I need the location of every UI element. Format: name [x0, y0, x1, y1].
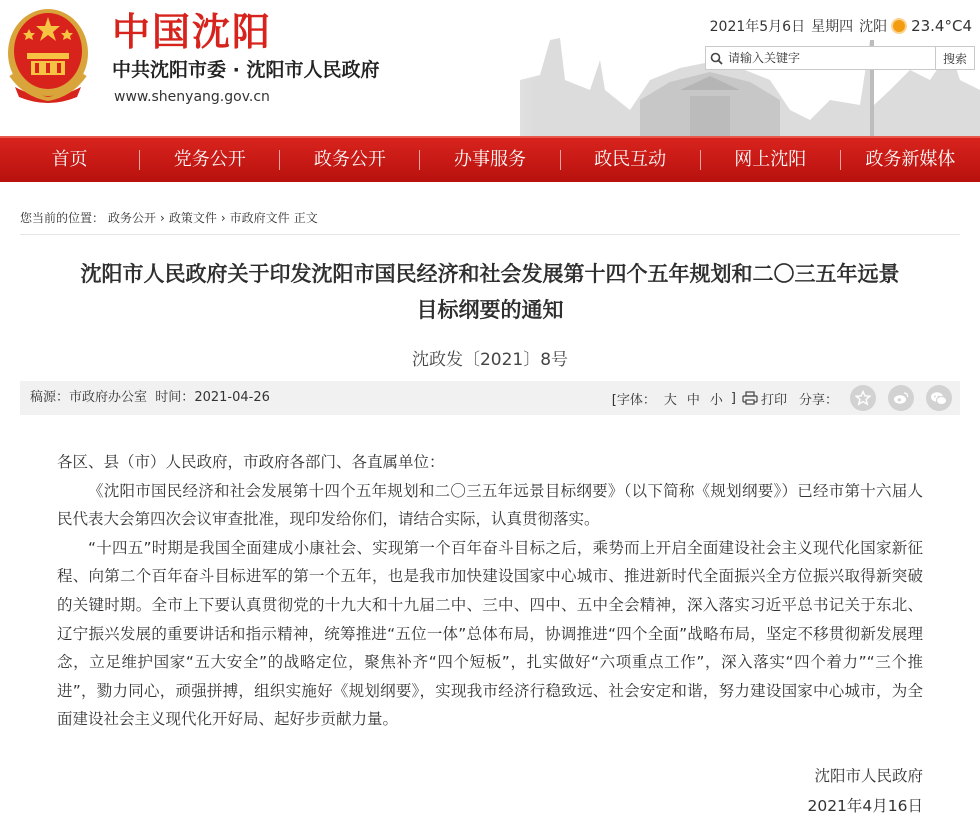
font-size-close-bracket: ] [730, 390, 736, 406]
current-date: 2021年5月6日 [709, 19, 806, 35]
print-label: 打印 [760, 392, 787, 408]
search-box [705, 46, 975, 70]
article-body [57, 448, 923, 734]
nav-item-online-shenyang[interactable]: 网上沈阳 [734, 149, 807, 170]
breadcrumb-city-gov-docs[interactable]: 市政府文件 [229, 211, 290, 225]
share-label: 分享： [798, 392, 838, 408]
salutation: 各区、县（市）人民政府，市政府各部门、各直属单位： [57, 453, 445, 471]
nav-item-home[interactable]: 首页 [51, 149, 88, 170]
current-weekday: 星期四 [811, 19, 854, 35]
article-info-bar [20, 381, 960, 415]
article-title [15, 256, 965, 328]
star-icon [855, 390, 871, 406]
breadcrumb-separator: › [220, 211, 226, 225]
breadcrumb-separator: › [160, 211, 165, 225]
source-label: 稿源： [30, 390, 70, 405]
article-meta [30, 381, 270, 415]
search-icon [706, 47, 726, 69]
share-weibo-button[interactable] [888, 385, 914, 411]
breadcrumb-current: 正文 [293, 211, 318, 225]
sun-icon [893, 20, 905, 32]
breadcrumb-policy-docs[interactable]: 政策文件 [168, 211, 217, 225]
sign-date: 2021年4月16日 [807, 797, 923, 815]
article-paragraph: 《沈阳市国民经济和社会发展第十四个五年规划和二〇三五年远景目标纲要》（以下简称《规划纲要》）已经市第十六届人民代表大会第四次会议审查批准，现印发给你们，请结合实际，认真贯彻落实。 [57, 481, 923, 529]
wechat-icon [930, 391, 948, 406]
breadcrumb-prefix: 您当前的位置： [20, 211, 105, 225]
site-url: www.shenyang.gov.cn [114, 89, 270, 105]
weibo-icon [893, 391, 909, 405]
document-number: 沈政发〔2021〕8号 [411, 350, 569, 370]
share-favorite-button[interactable] [850, 385, 876, 411]
site-title: 中国沈阳 [112, 10, 273, 54]
nav-item-interaction[interactable]: 政民互动 [594, 149, 667, 170]
search-input[interactable] [726, 48, 935, 68]
time-value: 2021-04-26 [194, 390, 270, 405]
time-label: 时间： [155, 390, 195, 405]
temperature: 23.4°C4 [911, 17, 972, 35]
breadcrumb [20, 210, 318, 226]
nav-item-party-affairs[interactable]: 党务公开 [173, 149, 246, 170]
main-nav [0, 136, 980, 182]
font-size-large-button[interactable]: 大 [663, 392, 677, 408]
font-size-label: [字体： [611, 392, 656, 408]
article-title-line-2: 目标纲要的通知 [416, 298, 564, 322]
breadcrumb-divider [20, 234, 960, 235]
breadcrumb-gov-affairs[interactable]: 政务公开 [108, 211, 157, 225]
font-size-medium-button[interactable]: 中 [686, 392, 700, 408]
nav-item-new-media[interactable]: 政务新媒体 [865, 149, 956, 170]
date-weather [710, 14, 972, 38]
article-title-line-1: 沈阳市人民政府关于印发沈阳市国民经济和社会发展第十四个五年规划和二〇三五年远景 [80, 262, 900, 286]
nav-item-government-affairs[interactable]: 政务公开 [313, 149, 386, 170]
print-button[interactable] [742, 389, 787, 408]
nav-item-services[interactable]: 办事服务 [453, 149, 526, 170]
national-emblem-logo[interactable] [5, 5, 91, 105]
signature: 沈阳市人民政府 [814, 767, 923, 785]
font-size-small-button[interactable]: 小 [709, 392, 723, 408]
printer-icon [742, 391, 758, 405]
search-button[interactable]: 搜索 [935, 47, 974, 69]
site-header [0, 0, 980, 136]
source-value: 市政府办公室 [69, 390, 148, 405]
weather-city: 沈阳 [859, 19, 888, 35]
article-tools [612, 381, 952, 415]
article-paragraph: “十四五”时期是我国全面建成小康社会、实现第一个百年奋斗目标之后，乘势而上开启全面建设社会主义现代化国家新征程、向第二个百年奋斗目标进军的第一个五年，也是我市加快建设国家中心城市、推进新时代全面振兴全方位振兴取得新突破的关键时期。全市上下要认真贯彻党的十九大和十九届二中、三中、四中、五中全会精神，深入落实习近平总书记关于东北、辽宁振兴发展的重要讲话和指示精神，统筹推进“五位一体”总体布局，协调推进“四个全面”战略布局，坚定不移贯彻新发展理念，立足维护国家“五大安全”的战略定位，聚焦补齐“四个短板”，扎实做好“六项重点工作”，深入落实“四个着力”“三个推进”，勠力同心，顽强拼搏，组织实施好《规划纲要》，实现我市经济行稳致远、社会安定和谐，努力建设国家中心城市，为全面建设社会主义现代化开好局、起好步贡献力量。 [57, 538, 923, 729]
share-wechat-button[interactable] [926, 385, 952, 411]
site-subtitle: 中共沈阳市委 · 沈阳市人民政府 [112, 59, 380, 81]
